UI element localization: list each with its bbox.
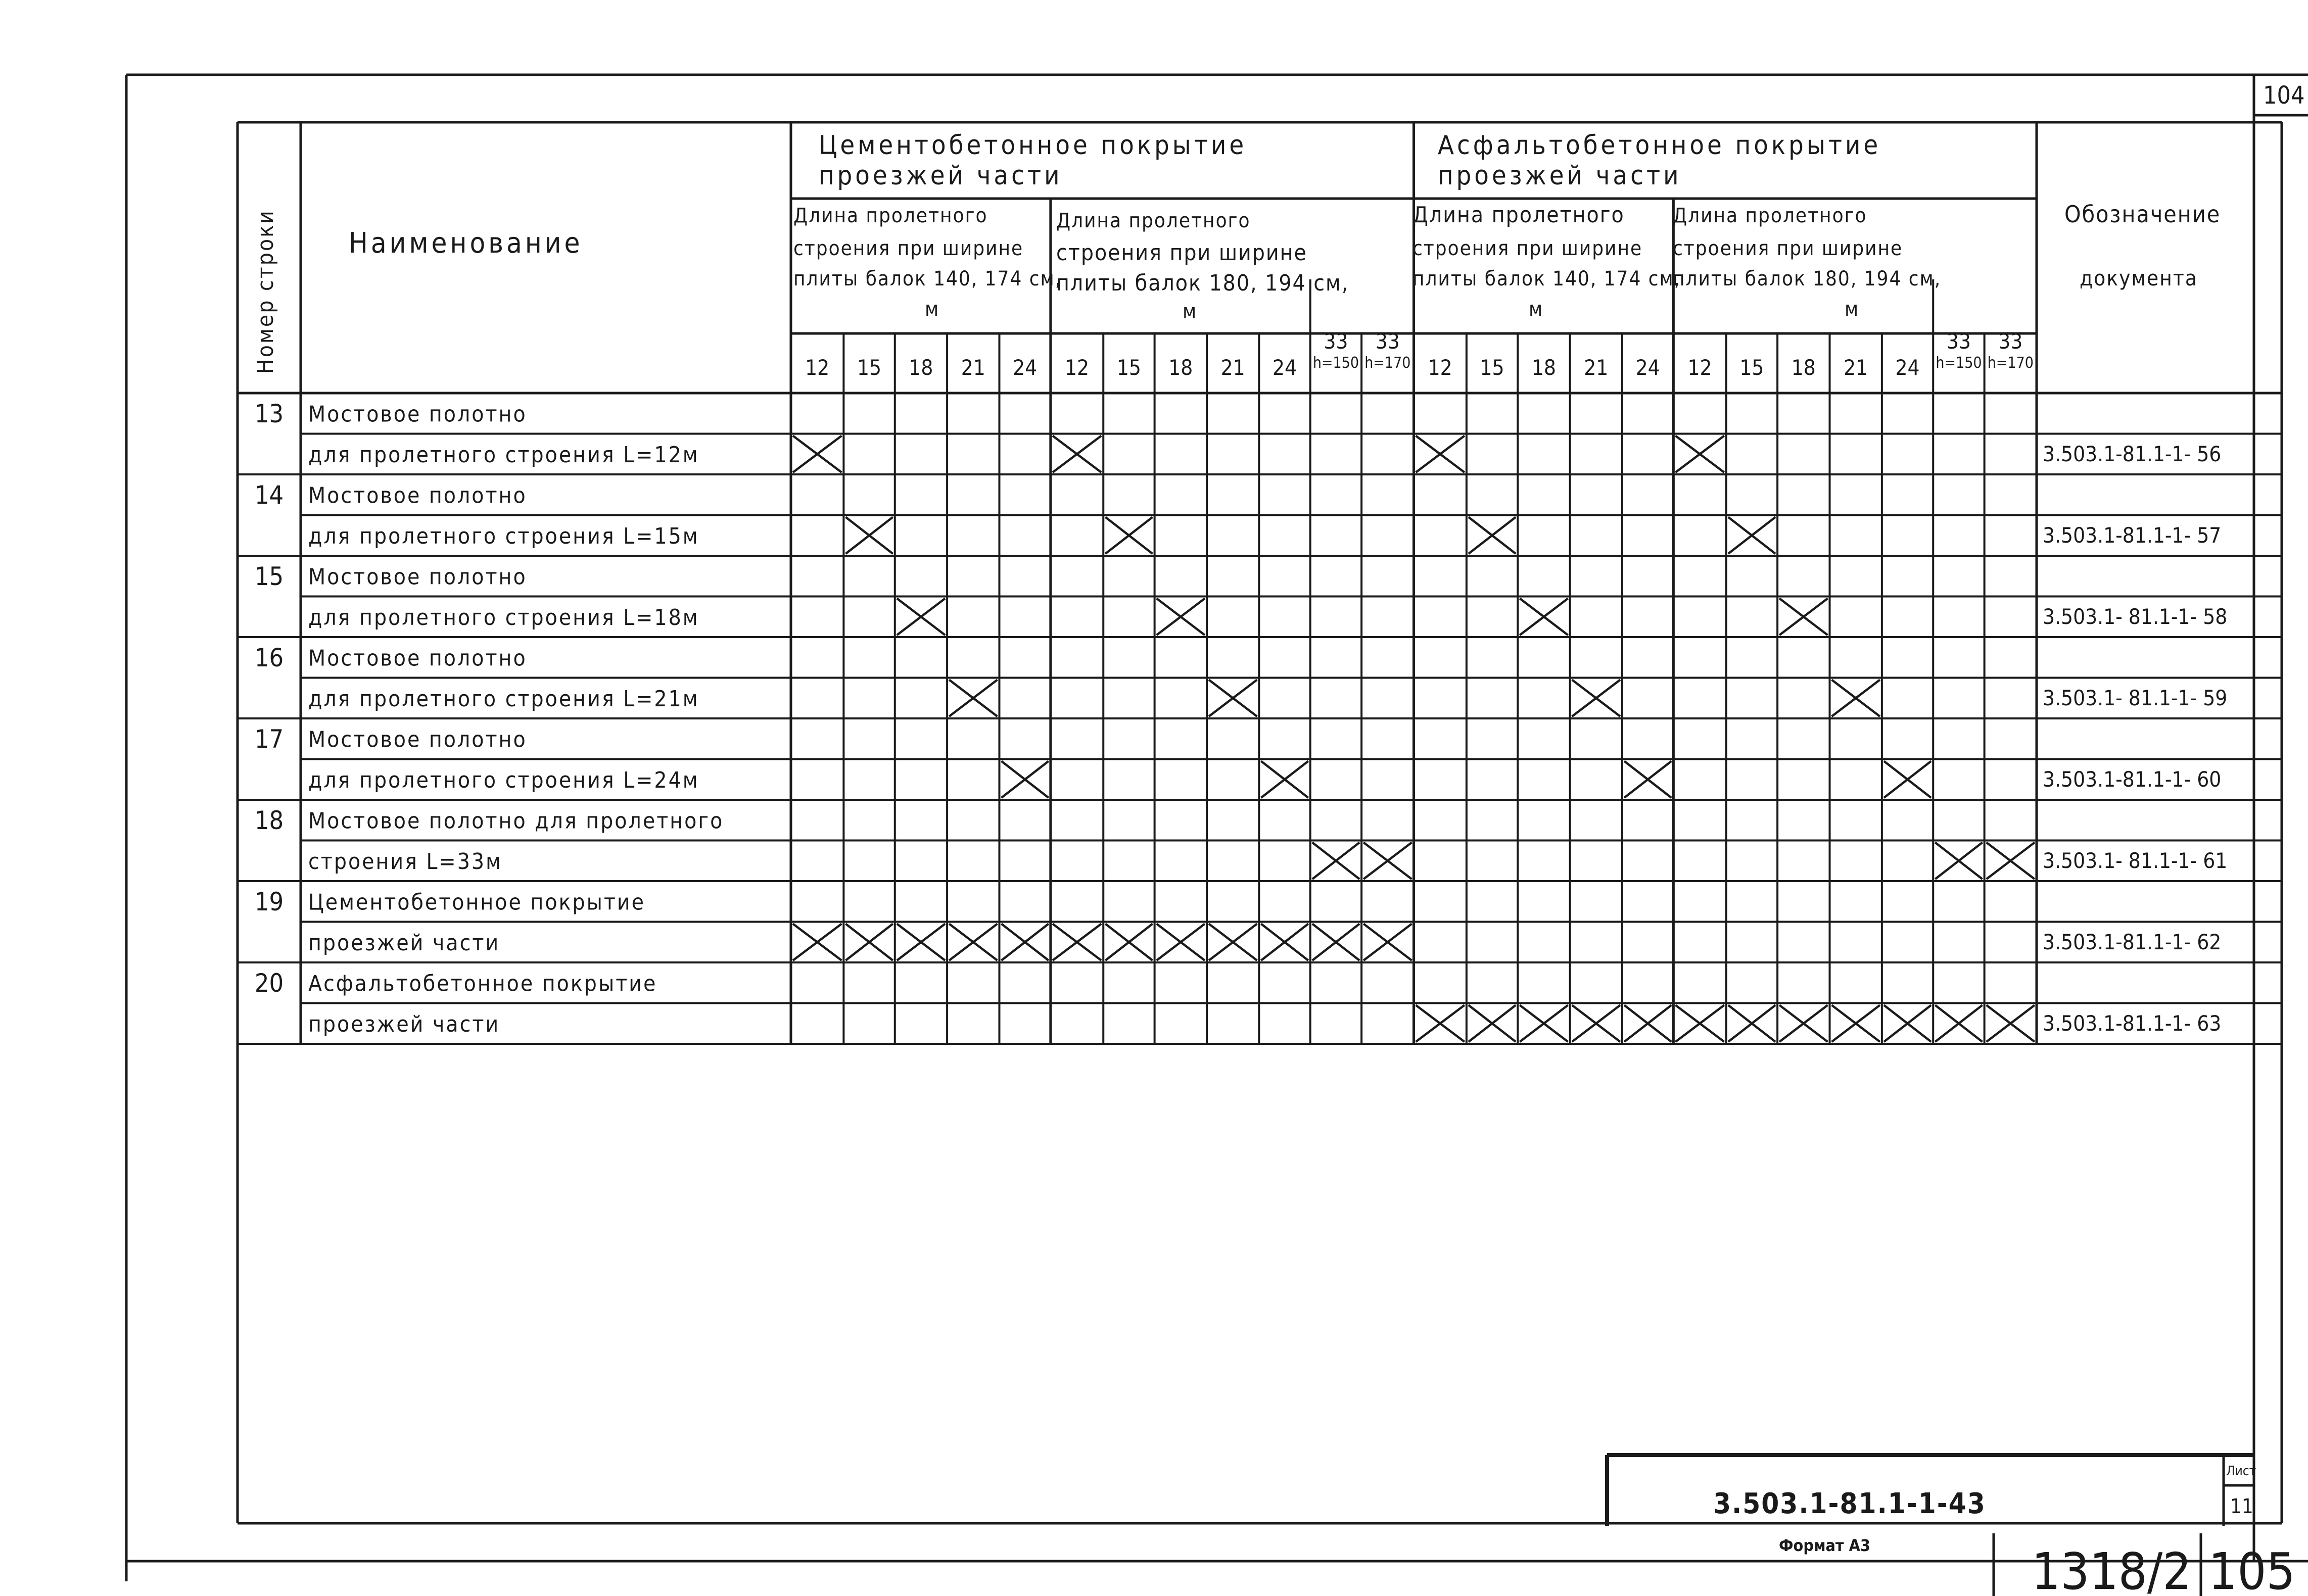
column-number: 15 [857, 355, 882, 380]
column-number: 21 [1220, 355, 1245, 380]
cross-mark [1572, 1005, 1620, 1042]
row-name-line2: для пролетного строения L=15м [308, 523, 699, 549]
cross-mark [1469, 517, 1516, 554]
asphalt-sub-b-1: Длина пролетного [1673, 204, 1867, 227]
asphalt-sub-b-unit: м [1845, 298, 1860, 321]
stamp-page: 105 [2208, 1542, 2295, 1596]
cement-title-2: проезжей части [819, 161, 1063, 191]
row-number: 20 [254, 968, 284, 998]
stamp-list-label: Лист [2226, 1464, 2256, 1479]
cross-mark [1884, 761, 1931, 798]
cross-mark [1312, 924, 1359, 961]
column-height-label: h=170 [1987, 354, 2034, 372]
column-number: 12 [1065, 355, 1090, 380]
column-number: 24 [1635, 355, 1660, 380]
cross-mark [1105, 924, 1152, 961]
name-header: Наименование [349, 227, 583, 260]
row-name-line1: Мостовое полотно [308, 482, 527, 509]
cement-sub-b-unit: м [1183, 300, 1198, 323]
cross-mark [1831, 680, 1879, 717]
row-document-code: 3.503.1- 81.1-1- 61 [2043, 848, 2228, 874]
column-number: 33 [1324, 329, 1348, 354]
row-name-line1: Мостовое полотно [308, 564, 527, 590]
row-name-line1: Асфальтобетонное покрытие [308, 971, 657, 997]
asphalt-sub-a-unit: м [1529, 298, 1544, 321]
cross-mark [1001, 924, 1048, 961]
column-number: 33 [1946, 329, 1971, 354]
cross-mark [845, 517, 892, 554]
cross-mark [793, 436, 841, 473]
column-number: 18 [909, 355, 933, 380]
cement-sub-a-1: Длина пролетного [793, 204, 988, 227]
row-name-line1: Мостовое полотно [308, 645, 527, 671]
cross-mark [1157, 599, 1205, 636]
row-name-line1: Мостовое полотно для пролетного [308, 808, 724, 834]
cross-mark [793, 924, 841, 961]
asphalt-sub-a-1: Длина пролетного [1412, 202, 1625, 228]
row-number: 18 [254, 805, 284, 835]
column-number: 33 [1998, 329, 2023, 354]
stamp-format: Формат А3 [1779, 1536, 1870, 1555]
cement-sub-a-3: плиты балок 140, 174 см, [793, 267, 1062, 291]
cross-mark [1987, 843, 2035, 880]
cement-sub-a-unit: м [925, 298, 940, 321]
column-number: 24 [1013, 355, 1038, 380]
asphalt-sub-a-2: строения при ширине [1412, 237, 1643, 260]
asphalt-sub-a-3: плиты балок 140, 174 см, [1412, 267, 1681, 291]
row-name-line2: проезжей части [308, 1011, 500, 1037]
column-number: 24 [1895, 355, 1920, 380]
cement-sub-b-3: плиты балок 180, 194 см, [1056, 270, 1349, 296]
row-name-line2: для пролетного строения L=21м [308, 686, 699, 712]
row-name-line2: строения L=33м [308, 848, 502, 875]
stamp-code: 3.503.1-81.1-1-43 [1713, 1487, 1986, 1520]
asphalt-sub-b-2: строения при ширине [1673, 237, 1903, 260]
cross-mark [1209, 680, 1257, 717]
cross-mark [1884, 1005, 1931, 1042]
cross-mark [1779, 599, 1827, 636]
row-name-line2: для пролетного строения L=12м [308, 442, 699, 468]
row-document-code: 3.503.1-81.1-1- 62 [2043, 930, 2222, 955]
column-number: 15 [1739, 355, 1764, 380]
asphalt-sub-b-3: плиты балок 180, 194 см, [1673, 267, 1942, 291]
row-name-line2: для пролетного строения L=18м [308, 604, 699, 631]
column-number-row [805, 329, 2034, 380]
column-number: 18 [1791, 355, 1816, 380]
table-header [253, 130, 2221, 374]
cross-mark [1469, 1005, 1516, 1042]
stamp-inventory: 1318/2 [2032, 1542, 2192, 1596]
cross-mark [1363, 843, 1411, 880]
row-number: 17 [254, 724, 284, 754]
cross-mark [1416, 1005, 1465, 1042]
cross-mark [1157, 924, 1205, 961]
column-number: 21 [1844, 355, 1868, 380]
column-number: 12 [805, 355, 830, 380]
row-document-code: 3.503.1-81.1-1- 56 [2043, 442, 2222, 467]
column-height-label: h=150 [1312, 354, 1359, 372]
row-number: 14 [254, 480, 284, 510]
cross-mark [845, 924, 892, 961]
column-number: 24 [1273, 355, 1297, 380]
cross-mark [1261, 924, 1308, 961]
row-number-header: Номер строки [253, 209, 278, 374]
doc-header-1: Обозначение [2064, 201, 2221, 228]
row-document-code: 3.503.1-81.1-1- 60 [2043, 767, 2222, 792]
cross-mark [1675, 1005, 1724, 1042]
cross-mark [1675, 436, 1724, 473]
column-number: 15 [1116, 355, 1141, 380]
row-document-code: 3.503.1-81.1-1- 57 [2043, 523, 2222, 548]
row-name-line2: проезжей части [308, 930, 500, 956]
asphalt-title-1: Асфальтобетонное покрытие [1438, 130, 1881, 161]
cross-mark [1520, 599, 1568, 636]
row-number: 15 [254, 561, 284, 591]
cross-mark [897, 924, 945, 961]
cross-mark [1261, 761, 1308, 798]
cross-mark [1363, 924, 1411, 961]
column-height-label: h=150 [1936, 354, 1982, 372]
cross-mark [1935, 843, 1982, 880]
column-number: 33 [1375, 329, 1400, 354]
column-height-label: h=170 [1364, 354, 1411, 372]
cross-mark [1105, 517, 1152, 554]
row-number: 19 [254, 887, 284, 916]
column-number: 21 [961, 355, 985, 380]
cross-mark [1209, 924, 1257, 961]
cross-mark [1053, 436, 1101, 473]
column-number: 12 [1687, 355, 1712, 380]
cross-mark [1520, 1005, 1568, 1042]
cement-sub-b-1: Длина пролетного [1056, 209, 1251, 232]
column-number: 12 [1428, 355, 1452, 380]
row-name-line1: Мостовое полотно [308, 401, 527, 427]
cross-mark [1779, 1005, 1827, 1042]
cross-mark [1728, 517, 1775, 554]
row-name-line2: для пролетного строения L=24м [308, 767, 699, 793]
row-name-line1: Цементобетонное покрытие [308, 889, 645, 915]
cross-mark [1001, 761, 1048, 798]
row-number: 16 [254, 643, 284, 672]
asphalt-title-2: проезжей части [1438, 161, 1682, 191]
cement-title-1: Цементобетонное покрытие [819, 130, 1247, 161]
cross-mark [1053, 924, 1101, 961]
cement-sub-a-2: строения при ширине [793, 237, 1024, 260]
row-document-code: 3.503.1- 81.1-1- 58 [2043, 604, 2228, 630]
column-number: 21 [1584, 355, 1609, 380]
cement-sub-b-2: строения при ширине [1056, 240, 1307, 266]
stamp-list-number: 11 [2230, 1495, 2253, 1518]
cross-mark [1416, 436, 1465, 473]
row-document-code: 3.503.1- 81.1-1- 59 [2043, 686, 2228, 711]
column-number: 15 [1480, 355, 1504, 380]
cross-mark [1831, 1005, 1879, 1042]
row-number: 13 [254, 399, 284, 428]
row-name-line1: Мостовое полотно [308, 727, 527, 753]
cross-mark [1935, 1005, 1982, 1042]
column-number: 18 [1168, 355, 1193, 380]
sheet-number-top: 104 [2263, 81, 2305, 110]
cross-mark [1728, 1005, 1775, 1042]
column-number: 18 [1531, 355, 1556, 380]
cross-mark [949, 680, 997, 717]
row-document-code: 3.503.1-81.1-1- 63 [2043, 1011, 2222, 1036]
cross-mark [1987, 1005, 2035, 1042]
cross-mark [897, 599, 945, 636]
cross-mark [949, 924, 997, 961]
cross-mark [1312, 843, 1359, 880]
cross-mark [1572, 680, 1620, 717]
doc-header-2: документа [2080, 266, 2198, 291]
cross-mark [1624, 1005, 1671, 1042]
cross-mark [1624, 761, 1671, 798]
